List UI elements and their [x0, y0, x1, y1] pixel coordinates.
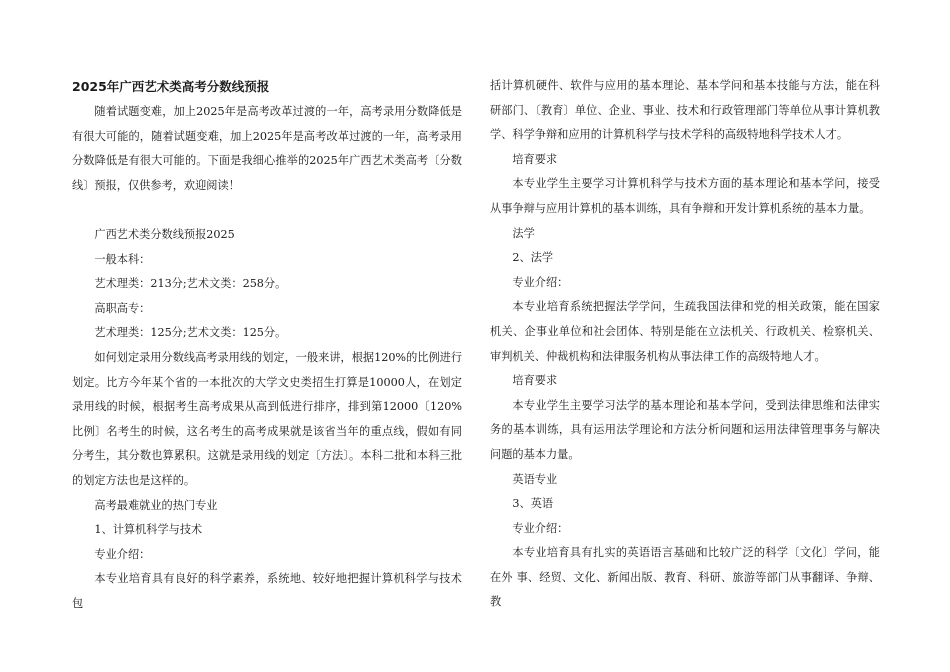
left-column [72, 76, 462, 616]
intro-paragraph: 随着试题变难，加上2025年是高考改革过渡的一年，高考录用分数降低是有很大可能的，随着试题变难，加上2025年是高考改革过渡的一年，高考录用分数降低是有很大可能的。下面是我细心推举的2025年广西艺术类高考〔分数线〕预报，仅供参考，欢迎阅读！ [72, 105, 462, 192]
document-title: 2025年广西艺术类高考分数线预报 [72, 79, 270, 94]
paragraph-cs-training: 本专业学生主要学习计算机科学与技术方面的基本理论和基本学问，接受从事争辩与应用计算机的基本训练，具有争辩和开发计算机系统的基本力量。 [490, 177, 880, 215]
label-training-req: 培育要求 [512, 152, 558, 166]
paragraph-law-intro: 本专业培育系统把握法学学问，生疏我国法律和党的相关政策，能在国家机关、企事业单位和社会团体、特别是能在立法机关、行政机关、检察机关、审判机关、仲裁机构和法律服务机构从事法律工作的高级特地人才。 [490, 300, 880, 363]
right-column [490, 74, 880, 615]
label-major-intro: 专业介绍： [94, 547, 151, 561]
label-english: 英语专业 [512, 472, 558, 486]
paragraph-cs-intro-start: 本专业培育具有良好的科学素养，系统地、较好地把握计算机科学与技术包 [72, 572, 462, 610]
section-heading-majors: 高考最难就业的热门专业 [94, 498, 218, 512]
major-heading-english: 3、英语 [512, 497, 554, 511]
label-major-intro-law: 专业介绍： [512, 275, 569, 289]
label-training-req-law: 培育要求 [512, 374, 558, 388]
label-major-intro-english: 专业介绍： [512, 521, 569, 535]
label-law: 法学 [512, 226, 535, 240]
paragraph-law-training: 本专业学生主要学习法学的基本理论和基本学问，受到法律思维和法律实务的基本训练，具有运用法学理论和方法分析问题和运用法律管理事务与解决问题的基本力量。 [490, 398, 880, 461]
paragraph-english-intro: 本专业培育具有扎实的英语语言基础和比较广泛的科学〔文化〕学问，能在外 事、经贸、文化、新闻出版、教育、科研、旅游等部门从事翻译、争辩、教 [490, 546, 880, 609]
major-heading-cs: 1、计算机科学与技术 [94, 523, 203, 537]
category-general-undergrad: 一般本科： [94, 252, 151, 266]
blank-line [72, 198, 462, 223]
section-heading-forecast: 广西艺术类分数线预报2025 [94, 227, 235, 241]
paragraph-cs-intro-cont: 括计算机硬件、软件与应用的基本理论、基本学问和基本技能与方法，能在科研部门、〔教育〕单位、企业、事业、技术和行政管理部门等单位从事计算机教学、科学争辩和应用的计算机科学与技术学科的高级特地科学技术人才。 [490, 79, 880, 142]
scores-vocational: 艺术理类：125分;艺术文类：125分。 [94, 326, 287, 340]
scores-general-undergrad: 艺术理类：213分;艺术文类：258分。 [94, 277, 287, 291]
category-vocational: 高职高专： [94, 301, 151, 315]
paragraph-cutoff-method: 如何划定录用分数线高考录用线的划定，一般来讲，根据120%的比例进行划定。比方今年某个省的一本批次的大学文史类招生打算是10000人，在划定录用线的时候，根据考生高考成果从高到低进行排序，排到第12000〔120%比例〕名考生的时候，这名考生的高考成果就是该省当年的重点线，假如有同分考生，其分数也算累积。这就是录用线的划定〔方法〕。本科二批和本科三批的划定方法也是这样的。 [72, 350, 463, 487]
major-heading-law: 2、法学 [512, 251, 554, 265]
